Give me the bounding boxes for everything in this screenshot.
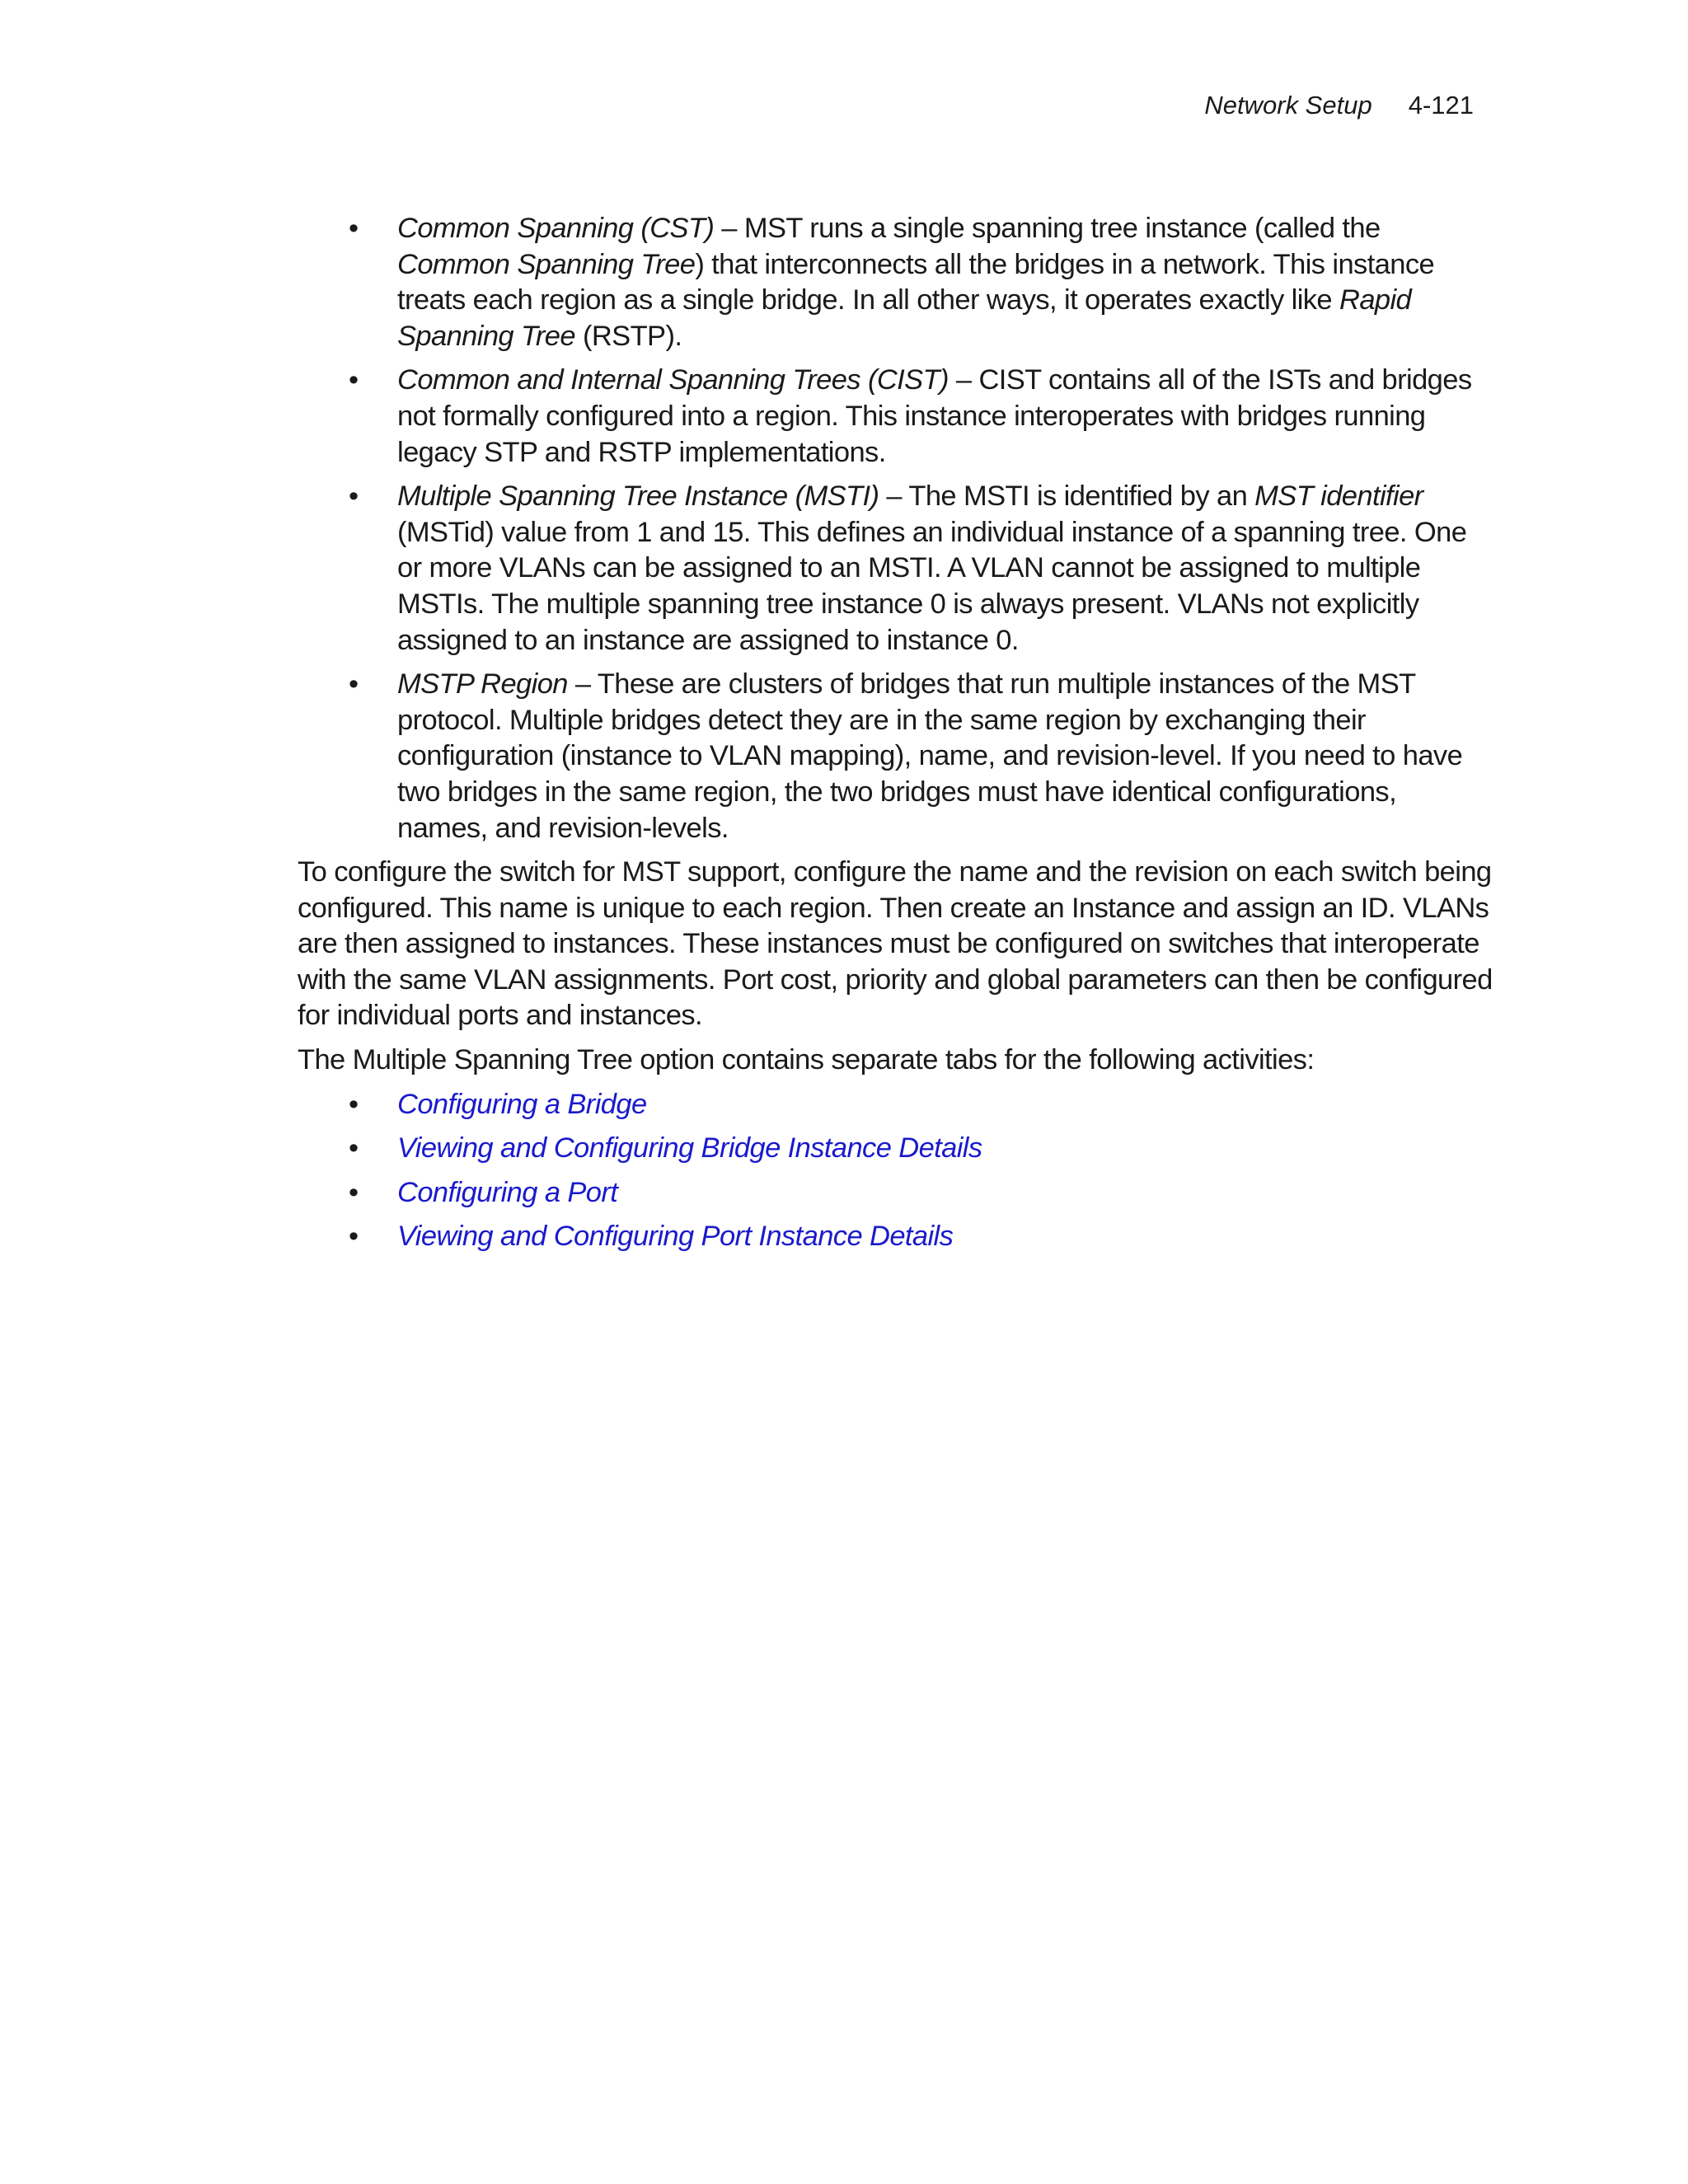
definition-item-msti (298, 479, 1493, 658)
definition-term: MSTP Region (397, 668, 568, 701)
definition-emphasis: Common Spanning Tree (397, 248, 696, 280)
header-page-number: 4-121 (1408, 91, 1474, 120)
definition-list (298, 211, 1493, 846)
definition-item-cst (298, 211, 1493, 354)
link-port-instance-details[interactable]: Viewing and Configuring Port Instance Details (397, 1221, 954, 1253)
running-header (1204, 89, 1474, 122)
list-item (298, 1087, 1493, 1123)
definition-text: (RSTP). (574, 320, 682, 352)
page-content (298, 211, 1493, 1263)
link-configuring-a-bridge[interactable]: Configuring a Bridge (397, 1088, 647, 1120)
bullet-icon: • (349, 1088, 359, 1120)
activity-link-list (298, 1087, 1493, 1255)
bullet-icon: • (349, 1176, 359, 1208)
definition-text: These are clusters of bridges that run multiple instances of the MST protocol. Multiple bridges detect they are in the same region by exchanging their configuration (instance to VLAN mapping), name, and revision-level. If you need to have two bridges in the same region, the two bridges must have identical configurations, names, and revision-levels. (397, 668, 1463, 844)
definition-text: (MSTid) value from 1 and 15. This defines an individual instance of a spanning tree. One or more VLANs can be assigned to an MSTI. A VLAN cannot be assigned to multiple MSTIs. The multiple spanning tree instance 0 is always present. VLANs not explicitly assigned to an instance are assigned to instance 0. (397, 516, 1467, 656)
definition-dash: – (714, 213, 744, 244)
list-item (298, 1175, 1493, 1212)
bullet-icon: • (349, 364, 359, 396)
link-bridge-instance-details[interactable]: Viewing and Configuring Bridge Instance Details (397, 1132, 982, 1165)
definition-text: CIST contains all of the ISTs and bridges not formally configured into a region. This instance interoperates with bridges running legacy STP and RSTP implementations. (397, 364, 1472, 468)
definition-item-mstp-region (298, 667, 1493, 846)
list-item (298, 1131, 1493, 1167)
header-section-name: Network Setup (1204, 91, 1372, 120)
definition-term: Multiple Spanning Tree Instance (MSTI) (397, 480, 879, 513)
definition-emphasis: Rapid Spanning Tree (397, 284, 1412, 352)
bullet-icon: • (349, 668, 359, 701)
definition-text: ) that interconnects all the bridges in a network. This instance treats each region as a single bridge. In all other ways, it operates exactly like (397, 248, 1435, 316)
config-paragraph: To configure the switch for MST support, configure the name and the revision on each switch being configured. This name is unique to each region. Then create an Instance and assign an ID. VLANs are then assigned to instances. These instances must be configured on switches that interoperate with the same VLAN assignments. Port cost, priority and global parameters can then be configured for individual ports and instances. (298, 856, 1493, 1032)
definition-text: MST runs a single spanning tree instance (called the (743, 213, 1381, 244)
definition-term: Common and Internal Spanning Trees (CIST) (397, 364, 949, 396)
definition-dash: – (567, 668, 598, 701)
bullet-icon: • (349, 213, 359, 244)
definition-dash: – (879, 480, 909, 513)
bullet-icon: • (349, 480, 359, 513)
definition-emphasis: MST identifier (1254, 480, 1423, 513)
link-configuring-a-port[interactable]: Configuring a Port (397, 1176, 618, 1208)
list-item (298, 1219, 1493, 1255)
bullet-icon: • (349, 1132, 359, 1165)
definition-item-cist (298, 363, 1493, 471)
bullet-icon: • (349, 1221, 359, 1253)
definition-text: The MSTI is identified by an (908, 480, 1255, 513)
tabs-intro-paragraph: The Multiple Spanning Tree option contains separate tabs for the following activities: (298, 1044, 1315, 1076)
definition-term: Common Spanning (CST) (397, 213, 715, 244)
definition-dash: – (948, 364, 979, 396)
